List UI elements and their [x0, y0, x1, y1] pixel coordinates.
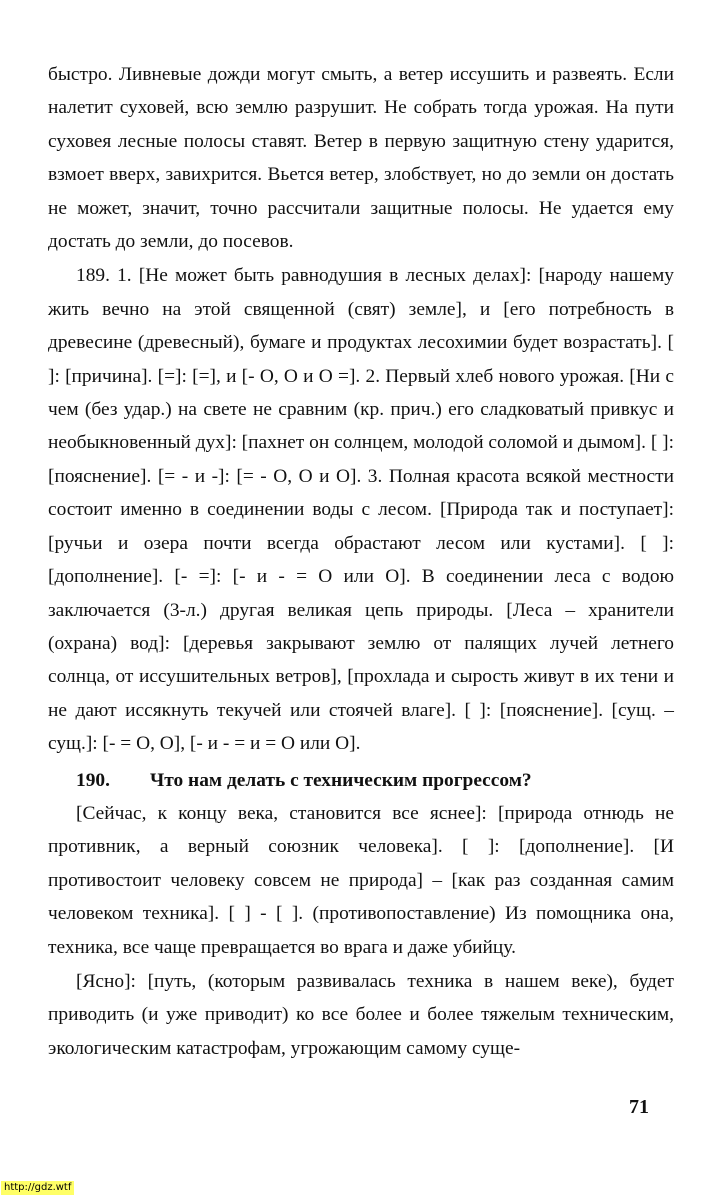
page-content [48, 58, 674, 1065]
exercise-189-paragraph: 189. 1. [Не может быть равнодушия в лесных делах]: [народу нашему жить вечно на этой священной (свят) земле], и [его потребность в древесине (древесный), бумаге и продуктах лесохимии будет возрастать]. [ ]: [причина]. [=]: [=], и [- О, О и О =]. 2. Первый хлеб нового урожая. [Ни с чем (без удар.) на свете не сравним (кр. прич.) его сладковатый привкус и необыкновенный дух]: [пахнет он солнцем, молодой соломой и дымом]. [ ]: [пояснение]. [= - и -]: [= - О, О и О]. 3. Полная красота всякой местности состоит именно в соединении воды с лесом. [Природа так и поступает]: [ручьи и озера почти всегда обрастают лесом или кустами]. [ ]: [дополнение]. [- =]: [- и - = О или О]. В соединении леса с водою заключается (3-л.) другая великая цепь природы. [Леса – хранители (охрана) вод]: [деревья закрывают землю от палящих лучей летнего солнца, от иссушительных ветров], [прохлада и сырость живут в их тени и не дают иссякнуть текучей или стоячей влаге]. [ ]: [пояснение]. [сущ. – сущ.]: [- = О, О], [- и - = и = О или О]. [48, 265, 674, 755]
exercise-number: 190. [76, 769, 110, 791]
watermark-link[interactable]: http://gdz.wtf [1, 1181, 74, 1195]
page-number: 71 [629, 1096, 649, 1118]
text-paragraph: [Сейчас, к концу века, становится все яснее]: [природа отнюдь не противник, а верный союзник человека]. [ ]: [дополнение]. [И противостоит человеку совсем не природа] – [как раз созданная самим человеком техника]. [ ] - [ ]. (противопоставление) Из помощника она, техника, все чаще превращается во врага и даже убийцу. [48, 802, 674, 958]
exercise-190-heading [48, 764, 674, 797]
text-paragraph: [Ясно]: [путь, (которым развивалась техника в нашем веке), будет приводить (и уже приводит) ко все более и более тяжелым техническим, экологическим катастрофам, угрожающим самому суще- [48, 970, 674, 1059]
exercise-title: Что нам делать с техническим прогрессом? [150, 769, 532, 791]
text-paragraph: быстро. Ливневые дожди могут смыть, а ветер иссушить и развеять. Если налетит суховей, всю землю разрушит. Не собрать тогда урожая. На пути суховея лесные полосы ставят. Ветер в первую защитную стену ударится, взмоет вверх, завихрится. Вьется ветер, злобствует, но до земли он достать не может, значит, точно рассчитали защитные полосы. Не удается ему достать до земли, до посевов. [48, 64, 674, 253]
